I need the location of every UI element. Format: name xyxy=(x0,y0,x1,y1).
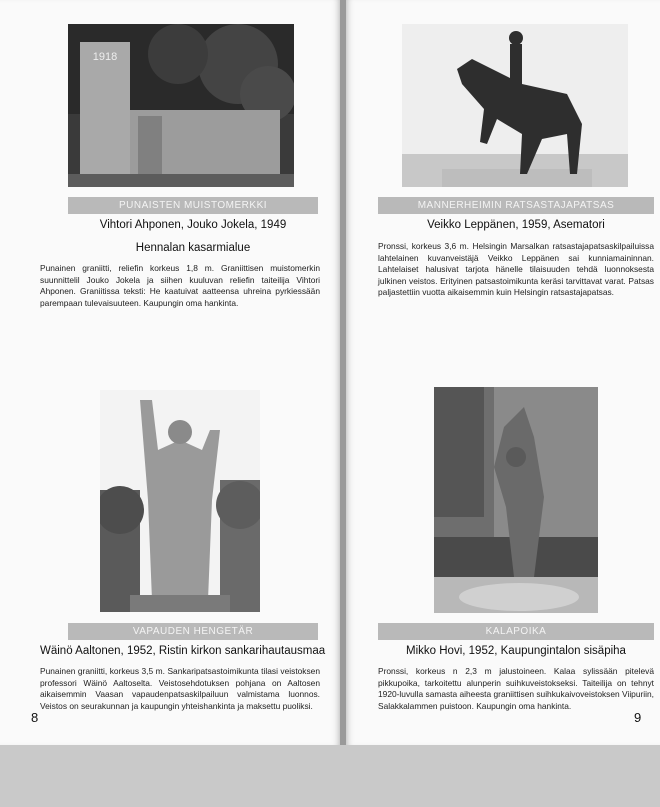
entry-credit: Mikko Hovi, 1952, Kaupungintalon sisäpiha xyxy=(406,645,626,657)
entry-title-banner: MANNERHEIMIN RATSASTAJAPATSAS xyxy=(378,197,654,214)
liberty-illustration xyxy=(100,390,260,612)
memorial-illustration xyxy=(68,24,294,187)
equestrian-illustration xyxy=(402,24,628,187)
equestrian-statue-photo xyxy=(402,24,628,187)
entry-title-banner: PUNAISTEN MUISTOMERKKI xyxy=(68,197,318,214)
memorial-photo xyxy=(68,24,294,187)
fish-boy-statue-photo xyxy=(434,387,598,613)
entry-description: Punainen graniitti, korkeus 3,5 m. Sankaripatsastoimikunta tilasi veistoksen professori Wäinö Aaltoselta. Veistosehdotuksen pohjana on Aaltosen aikaisemmin Vaasan vapaudenpatsaskilpailuun valmistama luonnos. Veistos on seurakunnan ja kaupungin yhteishankinta ja maksettu puoliksi. xyxy=(40,666,320,711)
page-number-left: 8 xyxy=(31,710,39,725)
entry-credit: Wäinö Aaltonen, 1952, Ristin kirkon sankarihautausmaa xyxy=(40,645,326,657)
entry-credit: Veikko Leppänen, 1959, Asematori xyxy=(427,219,605,231)
entry-description: Punainen graniitti, reliefin korkeus 1,8 m. Graniittisen muistomerkin suunnittelil Jouko Jokela ja siihen kuuluvan reliefin taiteilija Vihtori Ahponen. Graniitissa teksti: He kaatuivat aatteensa uhreina pyrkiessään parempaan tulevaisuuteen. Kaupungin oma hankinta. xyxy=(40,263,320,308)
liberty-statue-photo xyxy=(100,390,260,612)
scan-background xyxy=(0,745,660,807)
entry-title-banner: VAPAUDEN HENGETÄR xyxy=(68,623,318,640)
entry-credit: Vihtori Ahponen, Jouko Jokela, 1949 xyxy=(99,219,287,231)
entry-location: Hennalan kasarmialue xyxy=(135,242,251,254)
fish-boy-illustration xyxy=(434,387,598,613)
memorial-year-text: 1918 xyxy=(92,51,118,63)
entry-description: Pronssi, korkeus n 2,3 m jalustoineen. Kalaa sylissään pitelevä pikkupoika, tarkoitettu alunperin suihkuveistokseksi. Taiteilija on tehnyt 1920-luvulla samasta aiheesta graniittisen suihkukaivoveistoksen Viipuriin, Salakkalammen puistoon. Kaupungin oma hankinta. xyxy=(378,666,654,711)
entry-description: Pronssi, korkeus 3,6 m. Helsingin Marsalkan ratsastajapatsaskilpailuissa lahtelainen kuvanveistäjä Veikko Leppänen sai kunniamaininnan. Lahtelaiset halusivat tarjota hänelle tilaisuuden tehdä luonnoksesta julkinen veistos. Erityinen patsastoimikunta keräsi tarvittavat varat. Patsas paljastettiin vuotta aikaisemmin kuin Helsingin ratsastajapatsas. xyxy=(378,241,654,298)
page-number-right: 9 xyxy=(634,710,642,725)
entry-title-banner: KALAPOIKA xyxy=(378,623,654,640)
